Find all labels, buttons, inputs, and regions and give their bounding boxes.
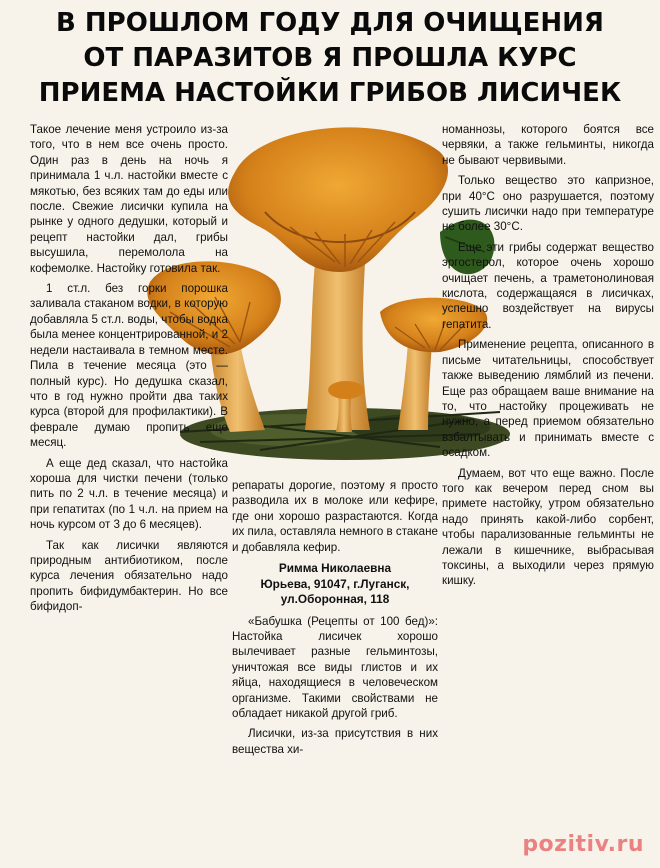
paragraph: репараты дорогие, поэтому я просто разводила их в молоке или кефире, где они хорошо разрастаются. Когда их пила, оставляла немного в стакане и добавляла кефир. [232, 479, 438, 554]
article-column-3 [442, 122, 654, 594]
paragraph: Такое лечение меня устроило из-за того, что в нем все очень просто. Один раз в день на ночь я принимала 1 ч.л. настойки вместе с мякотью, без всяких там до еды или после. Свежие лисички купила на рынке у одного дедушки, который и рецепт настойки дал, грибы высушила, перемолола на кофемолке. Настойку готовила так. [30, 123, 228, 275]
watermark: pozitiv.ru [522, 832, 644, 857]
headline-line-2: ОТ ПАРАЗИТОВ Я ПРОШЛА КУРС [83, 43, 577, 73]
paragraph: «Бабушка (Рецепты от 100 бед)»: Настойка лисичек хорошо вылечивает разные гельминтозы, уничтожая все виды глистов и их яйца, находящиеся в человеческом организме. Такими свойствами не обладает никакой другой гриб. [232, 614, 438, 720]
paragraph: А еще дед сказал, что настойка хороша для чистки печени (только пить по 2 ч.л. в течение месяца) и при гепатитах (по 1 ч.л. на прием на ночь курсом от 3 до 6 месяцев). [30, 456, 228, 532]
paragraph: Лисички, из-за присутствия в них вещества хи- [232, 727, 438, 756]
letter-signature [232, 561, 438, 608]
signature-name: Римма Николаевна [278, 561, 392, 576]
headline-line-1: В ПРОШЛОМ ГОДУ ДЛЯ ОЧИЩЕНИЯ [56, 8, 604, 38]
paragraph: номаннозы, которого боятся все червяки, а также гельминты, никогда не бывают червивыми. [442, 123, 654, 167]
signature-address: Юрьева, 91047, г.Луганск, ул.Оборонная, 118 [260, 576, 410, 607]
paragraph: Применение рецепта, описанного в письме читательницы, способствует также выведению лямблий из печени. Еще раз обращаем ваше внимание на то, что настойку процеживать не нужно, а перед приемом обязательно взбалтывать и принимать вместе с осадком. [442, 338, 654, 460]
article-column-1 [30, 122, 228, 620]
article-column-2 [232, 478, 438, 762]
headline [0, 6, 660, 111]
paragraph: Только вещество это капризное, при 40°С оно разрушается, поэтому сушить лисички надо при температуре не более 30°С. [442, 174, 654, 234]
paragraph: Еще эти грибы содержат вещество эргостерол, которое очень хорошо очищает печень, а траметонолиновая кислота, содержащаяся в лисичках, успешно воздействует на вирусы гепатита. [442, 240, 654, 331]
paragraph: 1 ст.л. без горки порошка заливала стаканом водки, в которую добавляла 5 ст.л. воды, чтобы водка была менее концентрированной, и 2 недели настаивала в темном месте. Пила в течение месяца (это — полный курс). Но дедушка сказал, что в год нужно пройти два таких курса (второй для профилактики). В феврале думаю пропить еще месяц. [30, 282, 228, 450]
headline-line-3: ПРИЕМА НАСТОЙКИ ГРИБОВ ЛИСИЧЕК [38, 78, 622, 108]
paragraph: Думаем, вот что еще важно. После того как вечером перед сном вы примете настойку, утром обязательно надо принять какой-либо сорбент, чтобы парализованные гельминты не лежали в кишечнике, выбрасывая токсины, а выходили через прямую кишку. [442, 466, 654, 588]
paragraph: Так как лисички являются природным антибиотиком, после курса лечения обязательно надо пропить бифидумбактерин. Но все бифидоп- [30, 538, 228, 614]
